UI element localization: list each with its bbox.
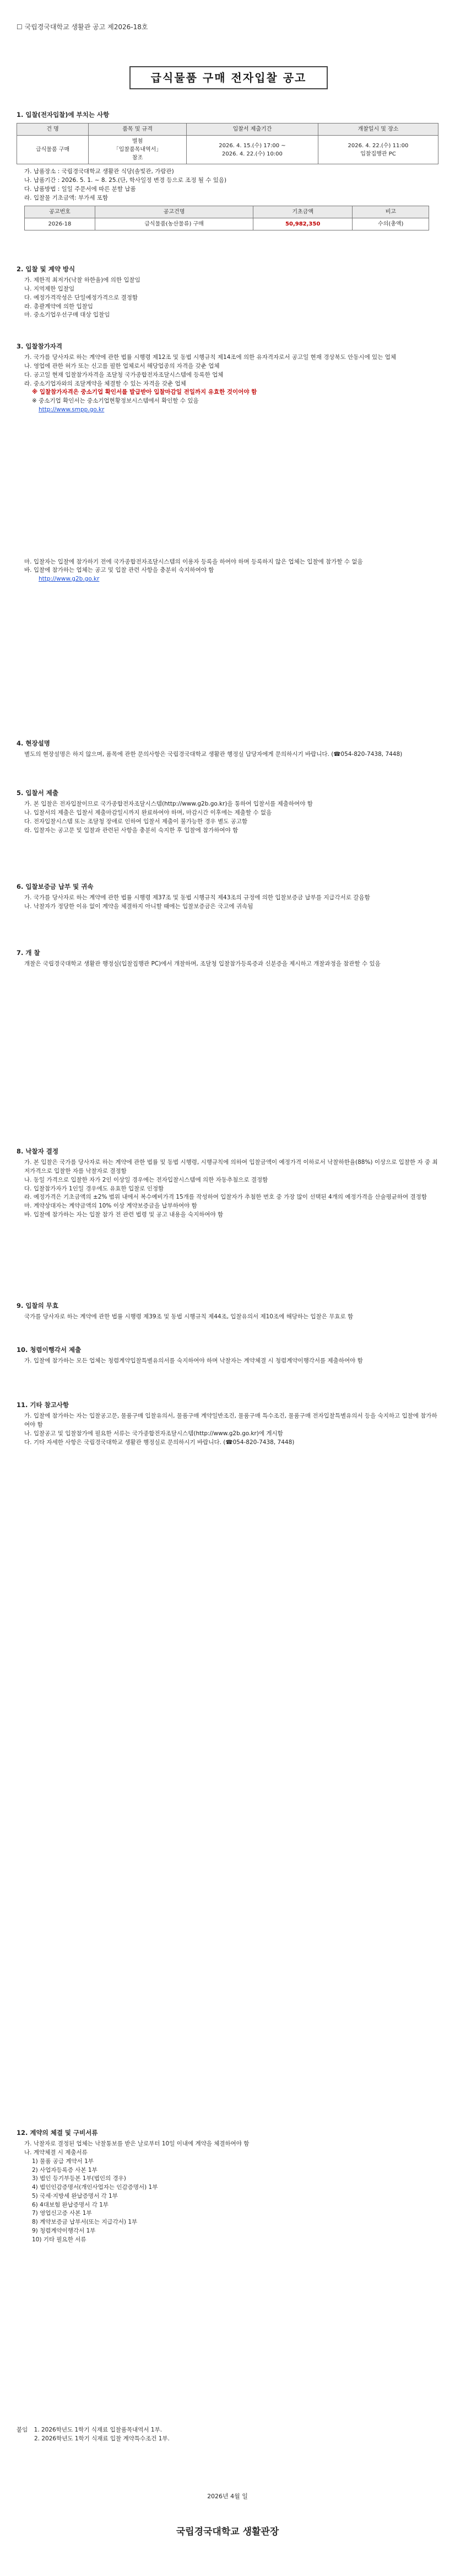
section-7-title: 7. 개 찰 xyxy=(17,949,40,957)
s2-line: 마. 중소기업우선구매 대상 입찰임 xyxy=(24,312,110,319)
section-11-title: 11. 기타 참고사항 xyxy=(17,1401,69,1409)
table1-header: 입찰서 제출기간 xyxy=(187,124,318,136)
s12-list-item: 10) 기타 필요한 서류 xyxy=(32,2236,86,2243)
table2-cell: 2026-18 xyxy=(25,218,95,230)
base-price-value: 50,982,350 xyxy=(253,218,353,230)
s3-line: 마. 입찰자는 입찰에 참가하기 전에 국가종합전자조달시스템의 이용자 등록을 하여야 하며 등록하지 않은 업체는 입찰에 참가할 수 없음 xyxy=(24,558,363,565)
s5-line: 라. 입찰자는 공고문 및 입찰과 관련된 사항을 충분히 숙지한 후 입찰에 참가하여야 함 xyxy=(24,827,239,834)
issuer-name: 국립경국대학교 생활관장 xyxy=(176,2526,279,2537)
table2-header: 공고번호 xyxy=(25,206,95,218)
section-8 xyxy=(17,1147,438,1220)
section-6 xyxy=(17,882,438,911)
s8-line: 가. 본 입찰은 국가를 당사자로 하는 계약에 관한 법률 및 동법 시행령, 시행규칙에 의하여 입찰금액이 예정가격 이하로서 낙찰하한율(88%) 이상으로 입찰한 자 중 최저가격으로 입찰한 자를 낙찰자로 결정함 xyxy=(24,1159,438,1174)
table2-header: 기초금액 xyxy=(253,206,353,218)
section-1 xyxy=(17,110,438,234)
s12-list-item: 2) 사업자등록증 사본 1부 xyxy=(32,2166,98,2174)
table2-cell: 급식물품(농산물류) 구매 xyxy=(95,218,253,230)
notice-number-text: 국립경국대학교 생활관 공고 제2026-18호 xyxy=(24,23,148,31)
checkbox-icon: ☐ xyxy=(17,23,23,31)
attach-item: 1. 2026학년도 1학기 식재료 입찰품목내역서 1부. xyxy=(34,2427,162,2433)
s12-list-item: 7) 영업신고증 사본 1부 xyxy=(32,2210,92,2217)
s5-line: 다. 전자입찰시스템 또는 조달청 장애로 인하여 입찰서 제출이 불가능한 경우 별도 공고함 xyxy=(24,818,248,825)
section-10 xyxy=(17,1345,438,1366)
s12-list-item: 4) 법인인감증명서(개인사업자는 인감증명서) 1부 xyxy=(32,2184,158,2191)
s3-line: 다. 공고일 현재 입찰참가자격을 조달청 국가종합전자조달시스템에 등록한 업체 xyxy=(24,371,224,378)
table2-header: 공고건명 xyxy=(95,206,253,218)
table1-header: 품목 및 규격 xyxy=(89,124,187,136)
s3-line: 나. 영업에 관한 허가 또는 신고를 필한 업체로서 해당업종의 자격을 갖춘 업체 xyxy=(24,363,220,369)
section-1-title: 1. 입찰(전자입찰)에 부치는 사항 xyxy=(17,111,110,119)
section-2-title: 2. 입찰 및 계약 방식 xyxy=(17,265,75,273)
blank-space xyxy=(17,415,438,558)
s9-line: 국가를 당사자로 하는 계약에 관한 법률 시행령 제39조 및 동법 시행규칙 제44조, 입찰유의서 제10조에 해당하는 입찰은 무효로 함 xyxy=(24,1313,354,1321)
attachments xyxy=(17,2426,438,2444)
notice-date: 2026년 4월 일 xyxy=(207,2493,248,2500)
section-8-title: 8. 낙찰자 결정 xyxy=(17,1147,58,1155)
s12-list-item: 9) 청렴계약이행각서 1부 xyxy=(32,2227,96,2234)
s12-line: 나. 계약체결 시 제출서류 xyxy=(24,2149,88,2156)
s8-line: 다. 입찰참가자가 1인일 경우에도 유효한 입찰로 인정함 xyxy=(24,1185,164,1192)
table2-cell: 수의(총액) xyxy=(353,218,429,230)
section-9-title: 9. 입찰의 무효 xyxy=(17,1302,58,1310)
section-11 xyxy=(17,1400,438,1447)
bid-info-table xyxy=(17,123,438,164)
s5-line: 가. 본 입찰은 전자입찰이므로 국가종합전자조달시스템(http://www.g2b.go.kr)을 통하여 입찰서를 제출하여야 함 xyxy=(24,801,313,808)
section-3-title: 3. 입찰참가자격 xyxy=(17,342,63,350)
section-3 xyxy=(17,342,438,584)
s1-line: 나. 납품기간 : 2026. 5. 1. ~ 8. 25.(단, 학사일정 변경 등으로 조정 될 수 있음) xyxy=(24,177,227,184)
s2-line: 라. 총괄계약에 의한 입찰임 xyxy=(24,303,93,310)
s12-list-item: 5) 국세·지방세 완납증명서 각 1부 xyxy=(32,2192,118,2199)
s2-line: 다. 예정가격작성은 단일예정가격으로 결정함 xyxy=(24,294,138,301)
base-price-table xyxy=(24,206,429,230)
s11-line: 다. 기타 자세한 사항은 국립경국대학교 생활관 행정실로 문의하시기 바랍니다. (☎054-820-7438, 7448) xyxy=(24,1439,295,1446)
s11-line: 나. 입찰공고 및 입찰참가에 필요한 서류는 국가종합전자조달시스템(http://www.g2b.go.kr)에 게시함 xyxy=(24,1430,283,1437)
section-5 xyxy=(17,788,438,835)
s10-line: 가. 입찰에 참가하는 모든 업체는 청렴계약입찰특별유의서를 숙지하여야 하며 낙찰자는 계약체결 시 청렴계약이행각서를 제출하여야 함 xyxy=(24,1357,363,1365)
s8-line: 바. 입찰에 참가하는 자는 입찰 참가 전 관련 법령 및 공고 내용을 숙지하여야 함 xyxy=(24,1211,224,1218)
s7-line: 개찰은 국립경국대학교 생활관 행정실(입찰집행관 PC)에서 개찰하며, 조달청 입찰참가등록증과 신분증을 제시하고 개찰과정을 참관할 수 있음 xyxy=(24,960,381,968)
s3-line: 바. 입찰에 참가하는 업체는 공고 및 입찰 관련 사항을 충분히 숙지하여야 함 xyxy=(24,567,214,574)
s11-line: 가. 입찰에 참가하는 자는 입찰공고문, 물품구매 입찰유의서, 물품구매 계약일반조건, 물품구매 특수조건, 물품구매 전자입찰특별유의서 등을 숙지하고 입찰에 참가하여야 함 xyxy=(24,1413,437,1428)
table2-header: 비고 xyxy=(353,206,429,218)
s5-line: 나. 입찰서의 제출은 입찰서 제출마감일시까지 완료하여야 하며, 마감시간 이후에는 제출할 수 없음 xyxy=(24,809,272,816)
s3-line: 가. 국가를 당사자로 하는 계약에 관한 법률 시행령 제12조 및 동법 시행규칙 제14조에 의한 유자격자로서 공고일 현재 경상북도 안동시에 있는 업체 xyxy=(24,354,396,361)
table1-header: 개찰일시 및 장소 xyxy=(318,124,438,136)
s8-line: 라. 예정가격은 기초금액의 ±2% 범위 내에서 복수예비가격 15개를 작성하여 입찰자가 추첨한 번호 중 가장 많이 선택된 4개의 예정가격을 산술평균하여 결정함 xyxy=(24,1194,427,1201)
section-7 xyxy=(17,948,438,969)
section-9 xyxy=(17,1301,438,1322)
table1-cell: 2026. 4. 15.(수) 17:00 ~ 2026. 4. 22.(수) 10:00 xyxy=(187,136,318,164)
section-4 xyxy=(17,739,438,759)
s8-line: 마. 계약상대자는 계약금액의 10% 이상 계약보증금을 납부하여야 함 xyxy=(24,1203,197,1209)
section-12-title: 12. 계약의 체결 및 구비서류 xyxy=(17,2129,98,2137)
section-2 xyxy=(17,265,438,320)
section-5-title: 5. 입찰서 제출 xyxy=(17,789,58,797)
s3-line: 라. 중소기업자와의 조달계약을 체결할 수 있는 자격을 갖춘 업체 xyxy=(24,380,186,387)
s12-list-item: 3) 법인 등기부등본 1부(법인의 경우) xyxy=(32,2175,126,2182)
s3-note: ※ 입찰참가자격은 중소기업 확인서를 발급받아 입찰마감일 전일까지 유효한 것이어야 함 xyxy=(32,389,257,396)
s3-note: ※ 중소기업 확인서는 중소기업현황정보시스템에서 확인할 수 있음 xyxy=(32,398,199,404)
notice-number xyxy=(17,22,148,32)
s12-list-item: 6) 4대보험 완납증명서 각 1부 xyxy=(32,2201,109,2208)
section-12 xyxy=(17,2128,438,2244)
table1-cell: 2026. 4. 22.(수) 11:00 입찰집행관 PC xyxy=(318,136,438,164)
section-6-title: 6. 입찰보증금 납부 및 귀속 xyxy=(17,883,94,890)
s4-line: 별도의 현장설명은 하지 않으며, 품목에 관한 문의사항은 국립경국대학교 생활관 행정실 담당자에게 문의하시기 바랍니다. (☎054-820-7438, 7448) xyxy=(24,751,403,758)
smpp-link[interactable]: http://www.smpp.go.kr xyxy=(39,406,105,413)
s1-line: 라. 입찰물 기초금액: 부가세 포함 xyxy=(24,194,109,201)
table1-cell: 급식물품 구매 xyxy=(17,136,89,164)
table1-cell: 별첨 「입찰품목내역서」 참조 xyxy=(89,136,187,164)
table1-header: 건 명 xyxy=(17,124,89,136)
section-4-title: 4. 현장설명 xyxy=(17,739,50,747)
attach-item: 2. 2026학년도 1학기 식재료 입찰 계약특수조건 1부. xyxy=(34,2435,170,2442)
s6-line: 나. 낙찰자가 정당한 이유 없이 계약을 체결하지 아니할 때에는 입찰보증금은 국고에 귀속됨 xyxy=(24,903,253,910)
page-title: 급식물품 구매 전자입찰 공고 xyxy=(129,66,328,89)
s1-line: 가. 납품장소 : 국립경국대학교 생활관 식당(솔빛관, 가람관) xyxy=(24,168,174,175)
s2-line: 가. 제한적 최저가(낙찰 하한율)에 의한 입찰임 xyxy=(24,277,140,284)
s12-line: 가. 낙찰자로 결정된 업체는 낙찰통보를 받은 날로부터 10일 이내에 계약을 체결하여야 함 xyxy=(24,2140,250,2148)
s12-list-item: 1) 물품 공급 계약서 1부 xyxy=(32,2158,94,2165)
s12-list-item: 8) 계약보증금 납부서(또는 지급각서) 1부 xyxy=(32,2219,138,2225)
s2-line: 나. 지역제한 입찰임 xyxy=(24,286,75,292)
section-10-title: 10. 청렴이행각서 제출 xyxy=(17,1346,82,1354)
g2b-link[interactable]: http://www.g2b.go.kr xyxy=(39,576,100,582)
attach-label: 붙임 xyxy=(17,2427,28,2433)
s1-line: 다. 납품방법 : 일일 주문서에 따른 분할 납품 xyxy=(24,185,136,192)
s6-line: 가. 국가를 당사자로 하는 계약에 관한 법률 시행령 제37조 및 동법 시행규칙 제43조의 규정에 의한 입찰보증금 납부를 지급각서로 갈음함 xyxy=(24,894,370,901)
s8-line: 나. 동일 가격으로 입찰한 자가 2인 이상일 경우에는 전자입찰시스템에 의한 자동추첨으로 결정함 xyxy=(24,1176,268,1183)
